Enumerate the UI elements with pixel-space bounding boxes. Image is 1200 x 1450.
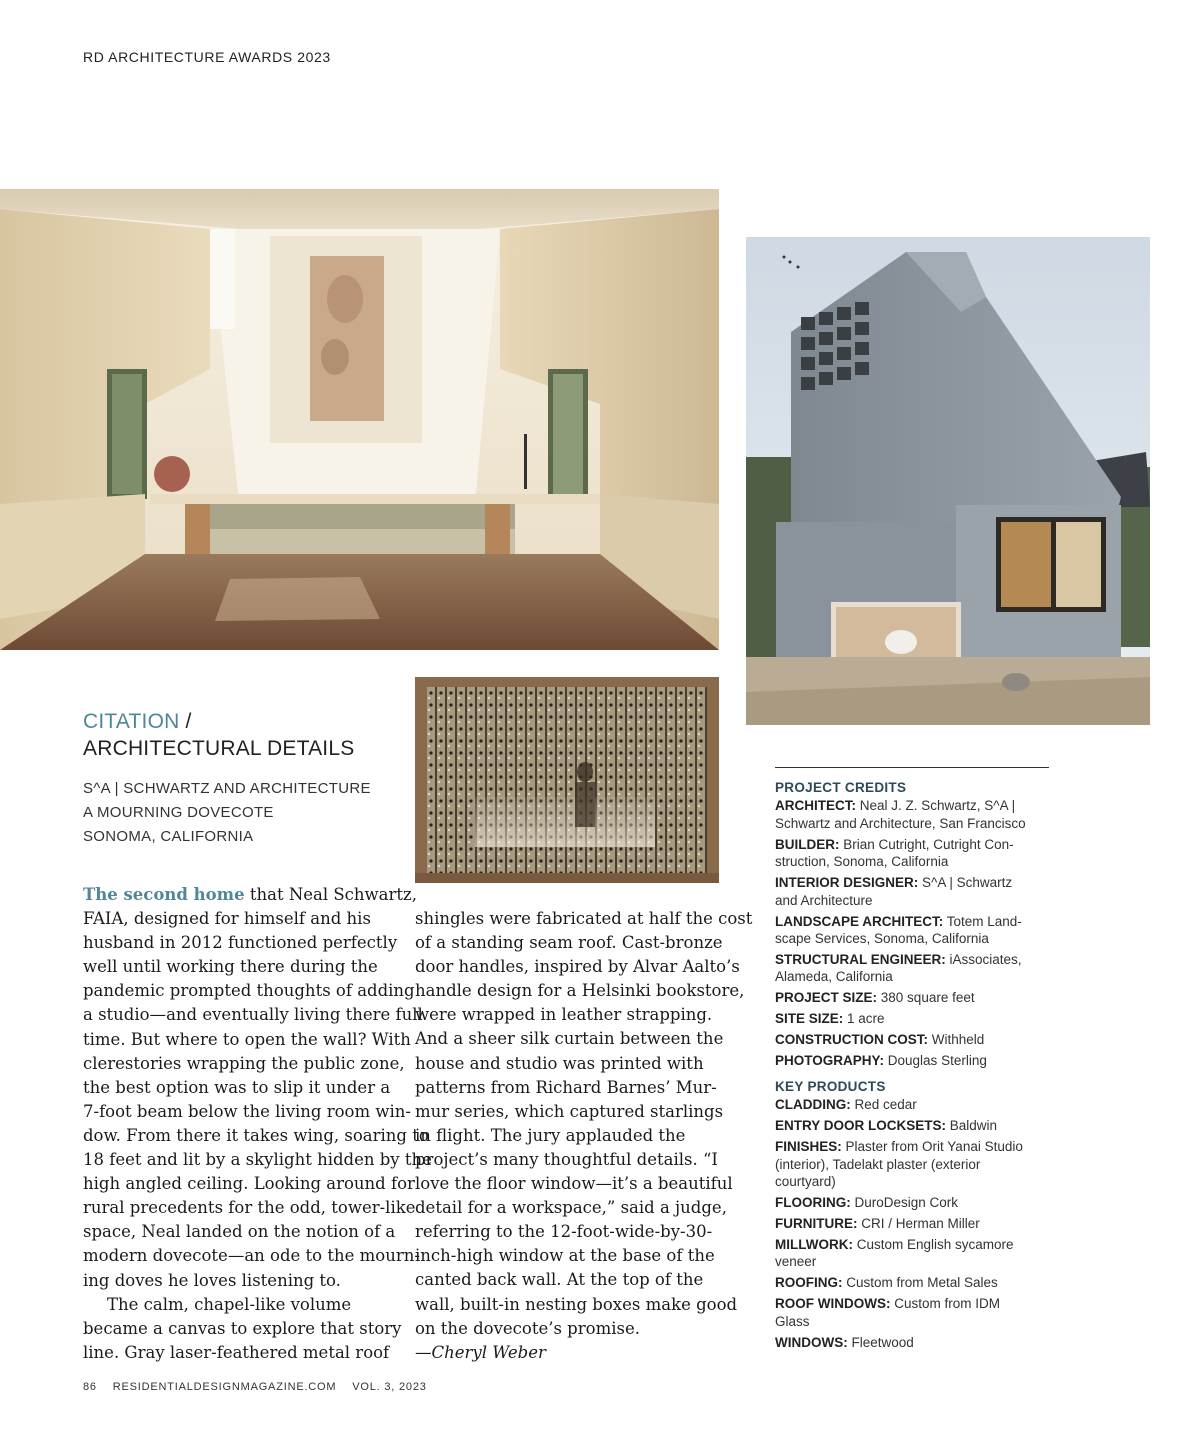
project-credits-panel	[775, 776, 1065, 1355]
exterior-tower-photo	[746, 237, 1150, 725]
lead-in: The second home	[83, 885, 245, 904]
body-line: 7-foot beam below the living room win-	[83, 1101, 411, 1121]
credit-entry	[775, 1236, 1065, 1271]
body-line: The calm, chapel-like volume	[107, 1294, 352, 1314]
byline: —Cheryl Weber	[415, 1342, 546, 1362]
body-line: detail for a workspace,” said a judge,	[415, 1198, 727, 1218]
credit-entry	[775, 1052, 1065, 1069]
body-line: were wrapped in leather strapping.	[415, 1005, 713, 1025]
credit-entry	[775, 913, 1065, 948]
credit-label: FURNITURE:	[775, 1216, 858, 1232]
credit-entry	[775, 1215, 1065, 1232]
footer-site: RESIDENTIALDESIGNMAGAZINE.COM	[112, 1381, 337, 1393]
body-line: of a standing seam roof. Cast-bronze	[415, 933, 723, 953]
credit-entry	[775, 951, 1065, 986]
body-line: on the dovecote’s promise.	[415, 1318, 640, 1338]
body-line: line. Gray laser-feathered metal roof	[83, 1342, 390, 1362]
credit-value: Custom from Metal Sales	[846, 1275, 998, 1291]
body-line: husband in 2012 functioned perfectly	[83, 933, 398, 953]
credit-label: ROOF WINDOWS:	[775, 1296, 891, 1312]
credit-value: Brian Cutright, Cutright Con-	[843, 836, 1014, 852]
credit-label: BUILDER:	[775, 836, 840, 852]
body-line: ing doves he loves listening to.	[83, 1270, 341, 1290]
credit-value: Douglas Sterling	[887, 1053, 987, 1069]
body-line: rural precedents for the odd, tower-like	[83, 1198, 416, 1218]
body-line: clerestories wrapping the public zone,	[83, 1053, 405, 1073]
footer-issue: VOL. 3, 2023	[352, 1381, 427, 1393]
silk-curtain-photo	[415, 677, 719, 883]
credit-label: INTERIOR DESIGNER:	[775, 875, 919, 891]
body-line: wall, built-in nesting boxes make good	[415, 1294, 738, 1314]
body-line: love the floor window—it’s a beautiful	[415, 1174, 733, 1194]
body-line: in flight. The jury applauded the	[415, 1125, 686, 1145]
credit-value: Red cedar	[854, 1097, 917, 1113]
credit-value: DuroDesign Cork	[854, 1195, 959, 1211]
credit-label: FLOORING:	[775, 1195, 851, 1211]
body-line: mur series, which captured starlings	[415, 1101, 724, 1121]
project-credits-heading: PROJECT CREDITS	[775, 780, 907, 795]
body-line: referring to the 12-foot-wide-by-30-	[415, 1222, 713, 1242]
section-heading	[83, 708, 354, 762]
body-line: time. But where to open the wall? With	[83, 1029, 411, 1049]
project-firm: S^A | SCHWARTZ AND ARCHITECTURE	[83, 780, 371, 797]
credit-entry	[775, 1138, 1065, 1190]
body-line: canted back wall. At the top of the	[415, 1270, 704, 1290]
credit-value-cont: Schwartz and Architecture, San Francisco	[775, 815, 1026, 831]
credit-value: Withheld	[931, 1032, 985, 1048]
credit-value: 1 acre	[847, 1011, 885, 1027]
credit-label: ROOFING:	[775, 1275, 843, 1291]
credit-label: PROJECT SIZE:	[775, 990, 878, 1006]
credit-value: Fleetwood	[851, 1334, 914, 1350]
project-name: A MOURNING DOVECOTE	[83, 804, 274, 821]
credit-value-cont: (interior), Tadelakt plaster (exterior	[775, 1156, 981, 1172]
body-line: dow. From there it takes wing, soaring to	[83, 1125, 429, 1145]
credit-value: Custom English sycamore	[856, 1237, 1014, 1253]
body-line: project’s many thoughtful details. “I	[415, 1149, 718, 1169]
credit-value: Totem Land-	[946, 913, 1022, 929]
body-line: The second home that Neal Schwartz,	[83, 885, 417, 904]
credit-value: 380 square feet	[880, 990, 975, 1006]
body-line: And a sheer silk curtain between the	[415, 1029, 724, 1049]
credit-entry	[775, 1194, 1065, 1211]
credit-entry	[775, 1274, 1065, 1291]
credit-label: WINDOWS:	[775, 1334, 848, 1350]
credit-entry	[775, 836, 1065, 871]
credits-divider	[775, 767, 1049, 768]
credit-label: PHOTOGRAPHY:	[775, 1053, 885, 1069]
body-line: patterns from Richard Barnes’ Mur-	[415, 1077, 717, 1097]
body-line: modern dovecote—an ode to the mourn-	[83, 1246, 420, 1266]
credit-value: Plaster from Orit Yanai Studio	[845, 1139, 1023, 1155]
page-footer	[83, 1381, 439, 1393]
credit-value-cont: struction, Sonoma, California	[775, 854, 949, 870]
key-products-heading: KEY PRODUCTS	[775, 1078, 886, 1094]
credit-value-cont: Glass	[775, 1313, 810, 1329]
credit-entry	[775, 1295, 1065, 1330]
body-line: door handles, inspired by Alvar Aalto’s	[415, 957, 740, 977]
project-location: SONOMA, CALIFORNIA	[83, 828, 254, 845]
credit-value: iAssociates,	[949, 952, 1022, 968]
running-head: RD ARCHITECTURE AWARDS 2023	[83, 49, 331, 65]
body-line: became a canvas to explore that story	[83, 1318, 402, 1338]
credit-label: CONSTRUCTION COST:	[775, 1032, 928, 1048]
credit-entry	[775, 797, 1065, 832]
body-line: well until working there during the	[83, 957, 378, 977]
article-column-2	[415, 907, 752, 1365]
credit-entry	[775, 874, 1065, 909]
credit-value: CRI / Herman Miller	[861, 1216, 980, 1232]
credit-value-cont: veneer	[775, 1254, 817, 1270]
credit-label: FINISHES:	[775, 1139, 842, 1155]
body-line: 18 feet and lit by a skylight hidden by the	[83, 1150, 432, 1170]
credit-entry	[775, 1117, 1065, 1134]
award-category: CITATION	[83, 710, 180, 733]
body-line: pandemic prompted thoughts of adding	[83, 981, 415, 1001]
interior-studio-photo	[0, 189, 719, 650]
credit-value: Baldwin	[949, 1118, 998, 1134]
body-line: handle design for a Helsinki bookstore,	[415, 981, 745, 1001]
credit-value: S^A | Schwartz	[922, 875, 1013, 891]
body-line: shingles were fabricated at half the cost	[415, 909, 753, 928]
credit-label: ARCHITECT:	[775, 798, 856, 814]
body-line: space, Neal landed on the notion of a	[83, 1222, 396, 1242]
credit-label: STRUCTURAL ENGINEER:	[775, 952, 946, 968]
credit-value: Neal J. Z. Schwartz, S^A |	[859, 798, 1016, 814]
credit-value-cont: and Architecture	[775, 892, 873, 908]
credit-entry	[775, 1031, 1065, 1048]
credit-value-cont: courtyard)	[775, 1174, 836, 1190]
body-line: inch-high window at the base of the	[415, 1246, 715, 1266]
body-line: the best option was to slip it under a	[83, 1077, 391, 1097]
credit-label: ENTRY DOOR LOCKSETS:	[775, 1118, 947, 1134]
body-line: FAIA, designed for himself and his	[83, 909, 371, 929]
page-number: 86	[83, 1381, 97, 1393]
credit-value-cont: scape Services, Sonoma, California	[775, 931, 989, 947]
article-column-1	[83, 883, 432, 1365]
credit-entry	[775, 989, 1065, 1006]
credit-value: Custom from IDM	[894, 1296, 1001, 1312]
body-line: house and studio was printed with	[415, 1053, 704, 1073]
credit-value-cont: Alameda, California	[775, 969, 893, 985]
award-subcategory: ARCHITECTURAL DETAILS	[83, 737, 355, 760]
credit-label: LANDSCAPE ARCHITECT:	[775, 913, 944, 929]
project-info	[83, 777, 371, 849]
body-line: a studio—and eventually living there full	[83, 1005, 423, 1025]
body-line: high angled ceiling. Looking around for	[83, 1174, 415, 1194]
credit-label: MILLWORK:	[775, 1237, 853, 1253]
credit-entry	[775, 1334, 1065, 1351]
credit-label: CLADDING:	[775, 1097, 851, 1113]
credit-entry	[775, 1010, 1065, 1027]
credit-entry	[775, 1096, 1065, 1113]
heading-separator: /	[185, 710, 192, 733]
credit-label: SITE SIZE:	[775, 1011, 844, 1027]
